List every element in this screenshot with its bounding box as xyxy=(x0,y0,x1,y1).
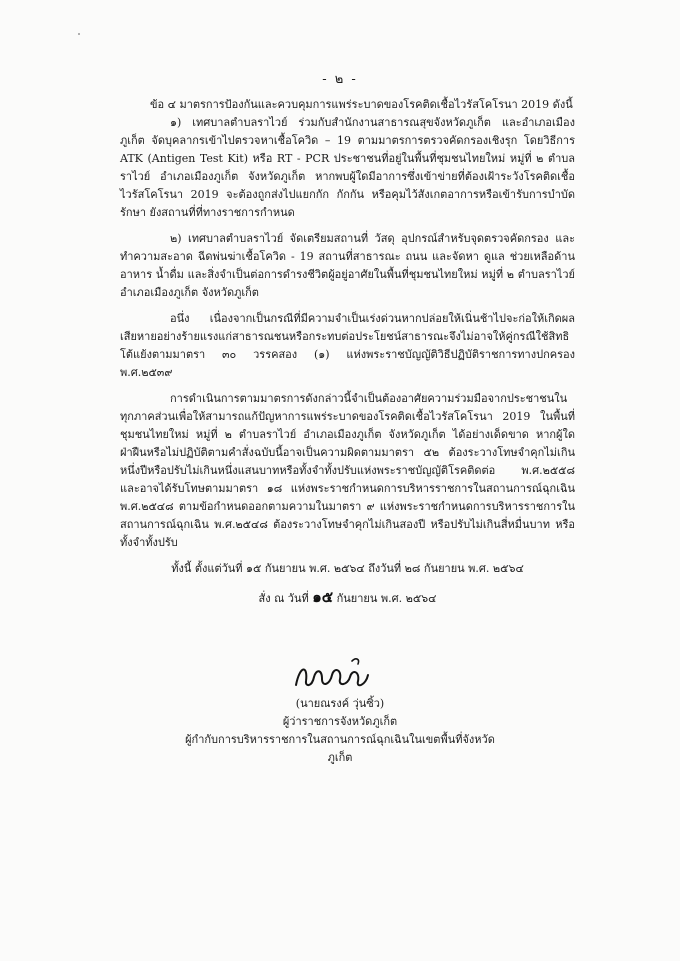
clause-4-item-1: ๑) เทศบาลตำบลราไวย์ ร่วมกับสำนักงานสาธารณสุขจังหวัดภูเก็ต และอำเภอเมืองภูเก็ต จัดบุคลากรเข้าไปตรวจหาเชื้อโควิด – 19 ตามมาตรการตรวจคัดกรองเชิงรุก โดยวิธีการ ATK (Antigen Test Kit) หรือ RT - PCR ประชาชนที่อยู่ในพื้นที่ชุมชนไทยใหม่ หมู่ที่ ๒ ตำบลราไวย์ อำเภอเมืองภูเก็ต จังหวัดภูเก็ต หากพบผู้ใดมีอาการซึ่งเข้าข่ายที่ต้องเฝ้าระวังโรคติดเชื้อไวรัสโคโรนา 2019 จะต้องถูกส่งไปแยกกัก กักกัน หรือคุมไว้สังเกตอาการหรือเข้ารับการบำบัดรักษา ยังสถานที่ที่ทางราชการกำหนด xyxy=(120,116,575,219)
signatory-position: ผู้ว่าราชการจังหวัดภูเก็ต xyxy=(282,715,398,728)
signature-block xyxy=(180,695,500,767)
document-body xyxy=(120,96,575,608)
clause-4-item-2: ๒) เทศบาลตำบลราไวย์ จัดเตรียมสถานที่ วัสดุ อุปกรณ์สำหรับจุดตรวจคัดกรอง และทำความสะอาด ฉีดพ่นฆ่าเชื้อโควิด - 19 สถานที่สาธารณะ ถนน และจัดหา ดูแล ช่วยเหลือด้านอาหาร น้ำดื่ม และสิ่งจำเป็นต่อการดำรงชีวิตผู้อยู่อาศัยในพื้นที่ชุมชนไทยใหม่ หมู่ที่ ๒ ตำบลราไวย์ อำเภอเมืองภูเก็ต จังหวัดภูเก็ต xyxy=(120,232,575,299)
order-date-day: ๑๕ xyxy=(312,588,334,606)
handwritten-signature xyxy=(290,655,380,695)
order-date-prefix: สั่ง ณ วันที่ xyxy=(258,592,309,605)
order-date xyxy=(120,588,575,608)
signatory-role: ผู้กำกับการบริหารราชการในสถานการณ์ฉุกเฉินในเขตพื้นที่จังหวัดภูเก็ต xyxy=(185,733,495,764)
signatory-name: (นายณรงค์ วุ่นซิ้ว) xyxy=(295,697,385,710)
effective-dates: ทั้งนี้ ตั้งแต่วันที่ ๑๕ กันยายน พ.ศ. ๒๕๖๔ ถึงวันที่ ๒๘ กันยายน พ.ศ. ๒๕๖๔ xyxy=(171,562,524,575)
page-number: - ๒ - xyxy=(322,72,358,87)
order-date-suffix: กันยายน พ.ศ. ๒๕๖๔ xyxy=(336,592,437,605)
urgency-paragraph: อนึ่ง เนื่องจากเป็นกรณีที่มีความจำเป็นเร่งด่วนหากปล่อยให้เนิ่นช้าไปจะก่อให้เกิดผลเสียหายอย่างร้ายแรงแก่สาธารณชนหรือกระทบต่อประโยชน์สาธารณะจึงไม่อาจให้คู่กรณีใช้สิทธิโต้แย้งตามมาตรา ๓๐ วรรคสอง (๑) แห่งพระราชบัญญัติวิธีปฏิบัติราชการทางปกครอง พ.ศ.๒๕๓๙ xyxy=(120,312,575,379)
enforcement-paragraph: การดำเนินการตามมาตรการดังกล่าวนี้จำเป็นต้องอาศัยความร่วมมือจากประชาชนในทุกภาคส่วนเพื่อให้สามารถแก้ปัญหาการแพร่ระบาดของโรคติดเชื้อไวรัสโคโรนา 2019 ในพื้นที่ชุมชนไทยใหม่ หมู่ที่ ๒ ตำบลราไวย์ อำเภอเมืองภูเก็ต จังหวัดภูเก็ต ได้อย่างเด็ดขาด หากผู้ใดฝ่าฝืนหรือไม่ปฏิบัติตามคำสั่งฉบับนี้อาจเป็นความผิดตามมาตรา ๕๒ ต้องระวางโทษจำคุกไม่เกินหนึ่งปีหรือปรับไม่เกินหนึ่งแสนบาทหรือทั้งจำทั้งปรับแห่งพระราชบัญญัติโรคติดต่อ พ.ศ.๒๕๕๘ และอาจได้รับโทษตามมาตรา ๑๘ แห่งพระราชกำหนดการบริหารราชการในสถานการณ์ฉุกเฉิน พ.ศ.๒๕๔๘ ตามข้อกำหนดออกตามความในมาตรา ๙ แห่งพระราชกำหนดการบริหารราชการในสถานการณ์ฉุกเฉิน พ.ศ.๒๕๔๘ ต้องระวางโทษจำคุกไม่เกินสองปี หรือปรับไม่เกินสี่หมื่นบาท หรือทั้งจำทั้งปรับ xyxy=(120,392,575,549)
clause-4-heading: ข้อ ๔ มาตรการป้องกันและควบคุมการแพร่ระบาดของโรคติดเชื้อไวรัสโคโรนา 2019 ดังนี้ xyxy=(150,98,573,111)
scan-speck xyxy=(78,33,80,35)
